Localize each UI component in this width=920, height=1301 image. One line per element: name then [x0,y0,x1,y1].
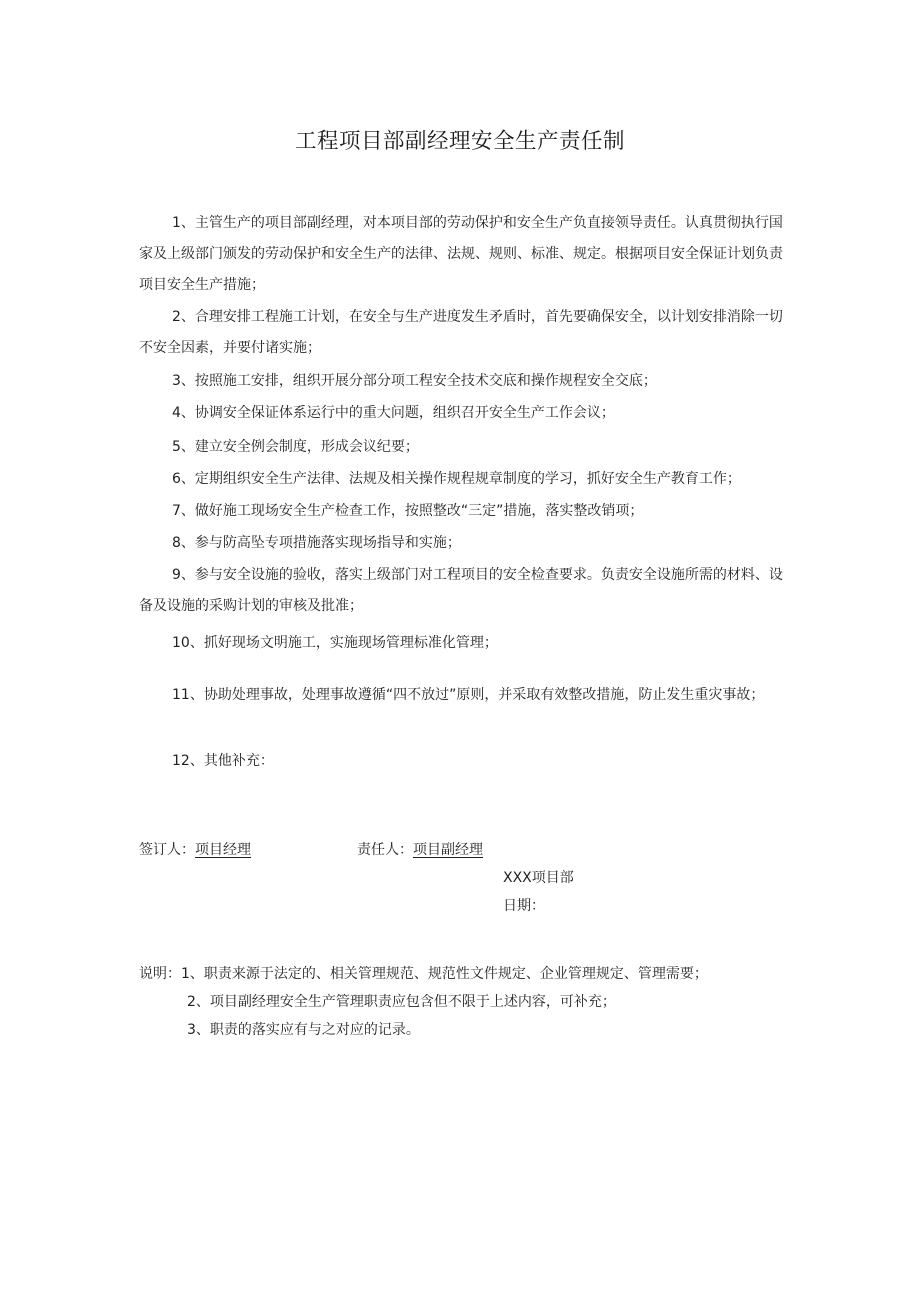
clause-1: 1、主管生产的项目部副经理，对本项目部的劳动保护和安全生产负直接领导责任。认真贯彻执行国家及上级部门颁发的劳动保护和安全生产的法律、法规、规则、标准、规定。根据项目安全保证计划负责项目安全生产措施； [139,215,783,293]
clause-4: 4、协调安全保证体系运行中的重大问题，组织召开安全生产工作会议； [172,405,615,421]
responsible-label: 责任人： [357,842,413,858]
clause-6: 6、定期组织安全生产法律、法规及相关操作规程规章制度的学习，抓好安全生产教育工作； [172,471,741,487]
responsible-line [357,838,483,862]
clause-12: 12、其他补充： [172,753,274,769]
responsible-value: 项目副经理 [413,842,483,858]
note-line-3: 3、职责的落实应有与之对应的记录。 [187,1022,420,1038]
clause-11: 11、协助处理事故，处理事故遵循“四不放过”原则，并采取有效整改措施，防止发生重灾事故； [172,687,765,703]
date-label: 日期： [503,898,545,914]
clause-5: 5、建立安全例会制度，形成会议纪要； [172,439,419,455]
note-line-2: 2、项目副经理安全生产管理职责应包含但不限于上述内容，可补充； [187,994,616,1010]
clause-8: 8、参与防高坠专项措施落实现场指导和实施； [172,535,461,551]
clause-9: 9、参与安全设施的验收，落实上级部门对工程项目的安全检查要求。负责安全设施所需的材料、设备及设施的采购计划的审核及批准； [139,567,783,614]
clause-2: 2、合理安排工程施工计划，在安全与生产进度发生矛盾时，首先要确保安全，以计划安排消除一切不安全因素，并要付诸实施； [139,309,783,356]
department-name: XXX项目部 [503,870,574,886]
clause-3: 3、按照施工安排，组织开展分部分项工程安全技术交底和操作规程安全交底； [172,373,657,389]
note-line-1: 说明：1、职责来源于法定的、相关管理规范、规范性文件规定、企业管理规定、管理需要； [139,966,708,982]
clause-7: 7、做好施工现场安全生产检查工作，按照整改“三定”措施，落实整改销项； [172,503,644,519]
document-title: 工程项目部副经理安全生产责任制 [294,129,625,154]
signer-value: 项目经理 [195,842,251,858]
signer-label: 签订人： [139,842,195,858]
clause-10: 10、抓好现场文明施工，实施现场管理标准化管理； [172,635,498,651]
signer-line [139,838,251,862]
